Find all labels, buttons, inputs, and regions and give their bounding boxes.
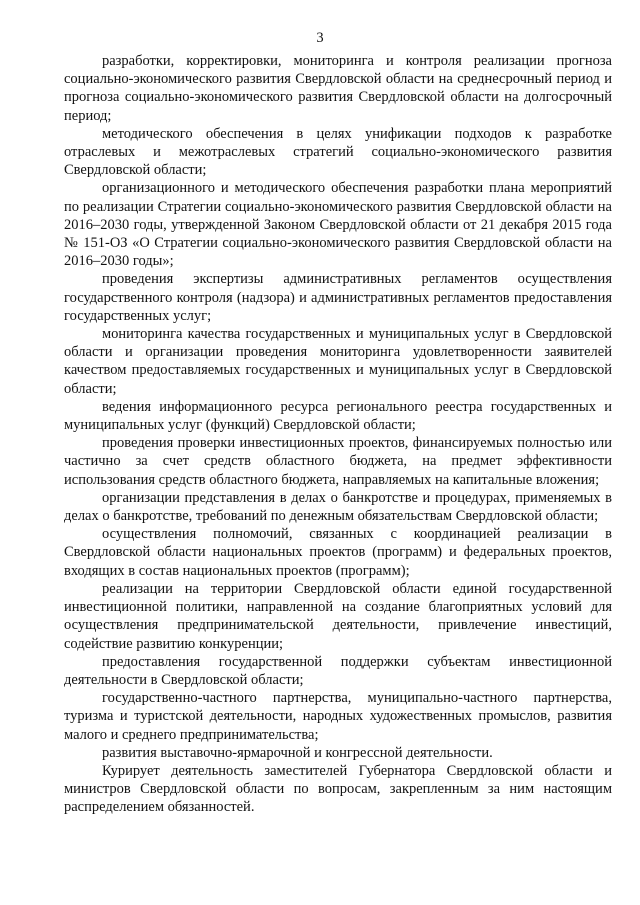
paragraph: проведения проверки инвестиционных проектов, финансируемых полностью или частично за счет средств областного бюджета, на предмет эффективности использования средств областного бюджета, направляемых на капитальные вложения;	[64, 435, 612, 488]
document-body	[64, 52, 612, 817]
paragraph: мониторинга качества государственных и муниципальных услуг в Свердловской области и организации проведения мониторинга удовлетворенности заявителей качеством предоставляемых государственных и муниципальных услуг в Свердловской области;	[64, 326, 612, 397]
paragraph: предоставления государственной поддержки субъектам инвестиционной деятельности в Свердловской области;	[64, 653, 612, 688]
paragraph: Курирует деятельность заместителей Губернатора Свердловской области и министров Свердловской области по вопросам, закрепленным за ним настоящим распределением обязанностей.	[64, 762, 612, 816]
paragraph: ведения информационного ресурса регионального реестра государственных и муниципальных услуг (функций) Свердловской области;	[64, 398, 612, 434]
paragraph: государственно-частного партнерства, муниципально-частного партнерства, туризма и туристской деятельности, народных художественных промыслов, развития малого и среднего предпринимательства;	[64, 690, 612, 743]
paragraph: развития выставочно-ярмарочной и конгрессной деятельности.	[102, 744, 493, 761]
page-number: 3	[316, 30, 324, 46]
paragraph: разработки, корректировки, мониторинга и контроля реализации прогноза социально-экономического развития Свердловской области на среднесрочный период и прогноза социально-экономического развития Свердловской области на долгосрочный период;	[64, 53, 612, 124]
paragraph: организации представления в делах о банкротстве и процедурах, применяемых в делах о банкротстве, требований по денежным обязательствам Свердловской области;	[64, 489, 612, 525]
paragraph: проведения экспертизы административных регламентов осуществления государственного контроля (надзора) и административных регламентов предоставления государственных услуг;	[64, 271, 612, 324]
paragraph: организационного и методического обеспечения разработки плана мероприятий по реализации Стратегии социально-экономического развития Свердловской области на 2016–2030 годы, утвержденной Законом Свердловской области от 21 декабря 2015 года № 151-ОЗ «О Стратегии социально-экономического развития Свердловской области на 2016–2030 годы»;	[64, 180, 612, 270]
paragraph: реализации на территории Свердловской области единой государственной инвестиционной политики, направленной на создание благоприятных условий для осуществления предпринимательской деятельности, привлечение инвестиций, содействие развитию конкуренции;	[64, 580, 612, 652]
paragraph: осуществления полномочий, связанных с координацией реализации в Свердловской области национальных проектов (программ) и федеральных проектов, входящих в состав национальных проектов (программ);	[64, 526, 612, 579]
paragraph: методического обеспечения в целях унификации подходов к разработке отраслевых и межотраслевых стратегий социально-экономического развития Свердловской области;	[64, 125, 612, 179]
